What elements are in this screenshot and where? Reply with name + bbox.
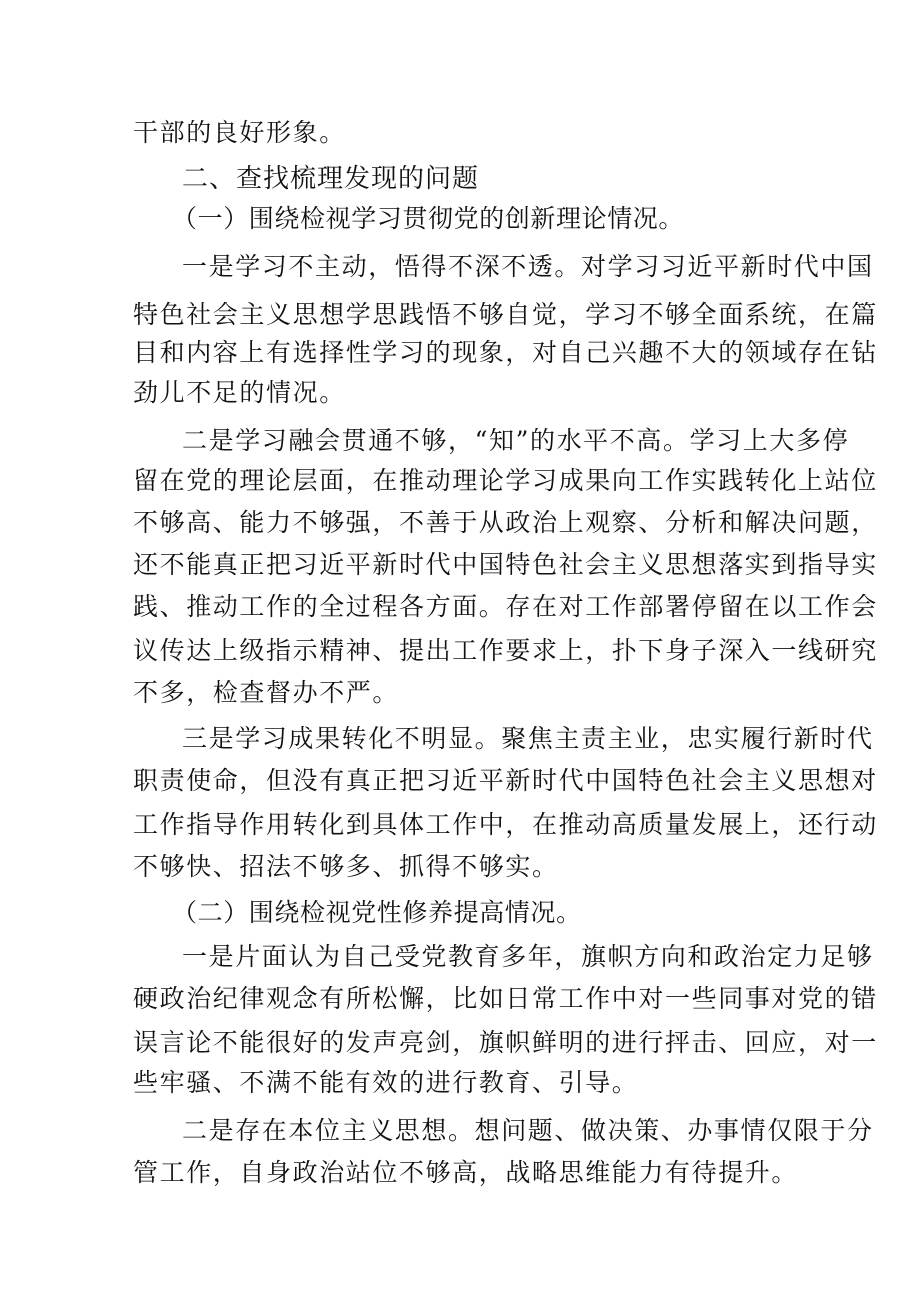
text-line: 工作指导作用转化到具体工作中，在推动高质量发展上，还行动 <box>133 810 878 839</box>
text-line: 议传达上级指示精神、提出工作要求上，扑下身子深入一线研究 <box>133 636 878 665</box>
text-line: 些牢骚、不满不能有效的进行教育、引导。 <box>133 1068 639 1097</box>
text-line: 二是学习融会贯通不够，“知”的水平不高。学习上大多停 <box>182 426 850 455</box>
text-line: 特色社会主义思想学思践悟不够自觉，学习不够全面系统，在篇 <box>133 300 878 329</box>
text-line: 还不能真正把习近平新时代中国特色社会主义思想落实到指导实 <box>133 550 878 579</box>
text-line: 误言论不能很好的发声亮剑，旗帜鲜明的进行抨击、回应，对一 <box>133 1028 878 1057</box>
text-line: 不够快、招法不够多、抓得不够实。 <box>133 852 559 881</box>
text-line: 干部的良好形象。 <box>133 118 346 147</box>
text-line: 不多，检查督办不严。 <box>133 678 400 707</box>
subsection-heading: （一）围绕检视学习贯彻党的创新理论情况。 <box>172 204 685 233</box>
section-heading: 二、查找梳理发现的问题 <box>182 164 480 194</box>
text-line: 管工作，自身政治站位不够高，战略思维能力有待提升。 <box>133 1158 799 1187</box>
text-line: 硬政治纪律观念有所松懈，比如日常工作中对一些同事对党的错 <box>133 984 878 1013</box>
text-line: 劲儿不足的情况。 <box>133 378 346 407</box>
text-line: 三是学习成果转化不明显。聚焦主责主业，忠实履行新时代 <box>182 724 874 753</box>
text-line: 一是学习不主动，悟得不深不透。对学习习近平新时代中国 <box>182 252 874 281</box>
text-line: 践、推动工作的全过程各方面。存在对工作部署停留在以工作会 <box>133 592 878 621</box>
text-line: 目和内容上有选择性学习的现象，对自己兴趣不大的领域存在钻 <box>133 338 878 367</box>
text-line: 一是片面认为自己受党教育多年，旗帜方向和政治定力足够 <box>182 942 874 971</box>
text-line: 留在党的理论层面，在推动理论学习成果向工作实践转化上站位 <box>133 466 878 495</box>
text-line: 二是存在本位主义思想。想问题、做决策、办事情仅限于分 <box>182 1116 874 1145</box>
subsection-heading: （二）围绕检视党性修养提高情况。 <box>172 898 582 927</box>
text-line: 不够高、能力不够强，不善于从政治上观察、分析和解决问题， <box>133 508 878 537</box>
text-line: 职责使命，但没有真正把习近平新时代中国特色社会主义思想对 <box>133 766 878 795</box>
